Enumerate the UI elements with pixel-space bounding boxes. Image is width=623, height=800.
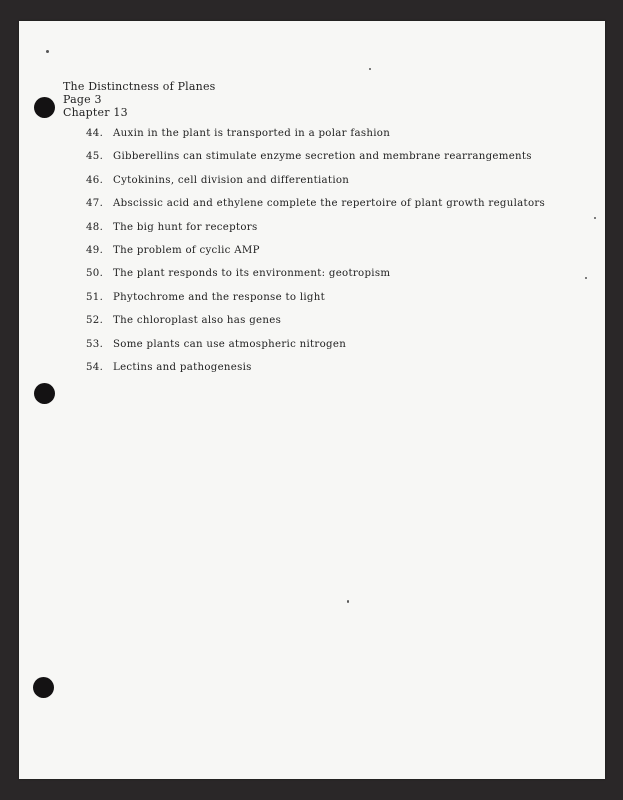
punch-hole-top <box>34 97 55 118</box>
topic-list <box>86 127 545 384</box>
item-text: Gibberellins can stimulate enzyme secretion and membrane rearrangements <box>113 151 532 163</box>
list-item <box>86 244 545 267</box>
item-text: The chloroplast also has genes <box>113 315 282 327</box>
list-item <box>86 361 545 384</box>
chapter-label: Chapter 13 <box>63 106 128 119</box>
list-item <box>86 197 545 220</box>
punch-hole-bottom <box>33 677 54 698</box>
list-item <box>86 338 545 361</box>
item-text: Cytokinins, cell division and differentiation <box>113 174 350 186</box>
item-number: 52. <box>86 315 104 327</box>
item-number: 44. <box>86 128 104 139</box>
list-item <box>86 221 545 244</box>
document-header <box>63 80 216 119</box>
dust-speck <box>594 217 596 219</box>
list-item <box>86 267 545 290</box>
item-text: Abscissic acid and ethylene complete the repertoire of plant growth regulators <box>113 198 546 210</box>
item-number: 45. <box>86 151 104 163</box>
list-item <box>86 127 545 150</box>
item-number: 49. <box>86 244 104 256</box>
item-text: The big hunt for receptors <box>113 221 258 233</box>
dust-speck <box>347 600 349 603</box>
item-number: 51. <box>86 291 104 303</box>
item-text: The problem of cyclic AMP <box>113 244 260 256</box>
item-number: 54. <box>86 361 104 373</box>
punch-hole-middle <box>34 383 55 404</box>
item-number: 50. <box>86 268 104 280</box>
list-item <box>86 314 545 337</box>
document-page <box>19 21 605 779</box>
item-number: 53. <box>86 338 104 350</box>
item-text: Lectins and pathogenesis <box>113 361 252 373</box>
item-text: Auxin in the plant is transported in a polar fashion <box>113 128 391 139</box>
page-number: Page 3 <box>63 93 102 106</box>
list-item <box>86 150 545 173</box>
dust-speck <box>369 68 371 70</box>
dust-speck <box>46 50 49 53</box>
item-number: 46. <box>86 174 104 186</box>
item-number: 47. <box>86 198 104 210</box>
item-text: Some plants can use atmospheric nitrogen <box>113 338 347 350</box>
list-item <box>86 174 545 197</box>
dust-speck <box>585 277 587 279</box>
list-item <box>86 291 545 314</box>
item-number: 48. <box>86 221 104 233</box>
document-title: The Distinctness of Planes <box>63 80 216 93</box>
item-text: The plant responds to its environment: geotropism <box>113 268 391 280</box>
item-text: Phytochrome and the response to light <box>113 291 326 303</box>
